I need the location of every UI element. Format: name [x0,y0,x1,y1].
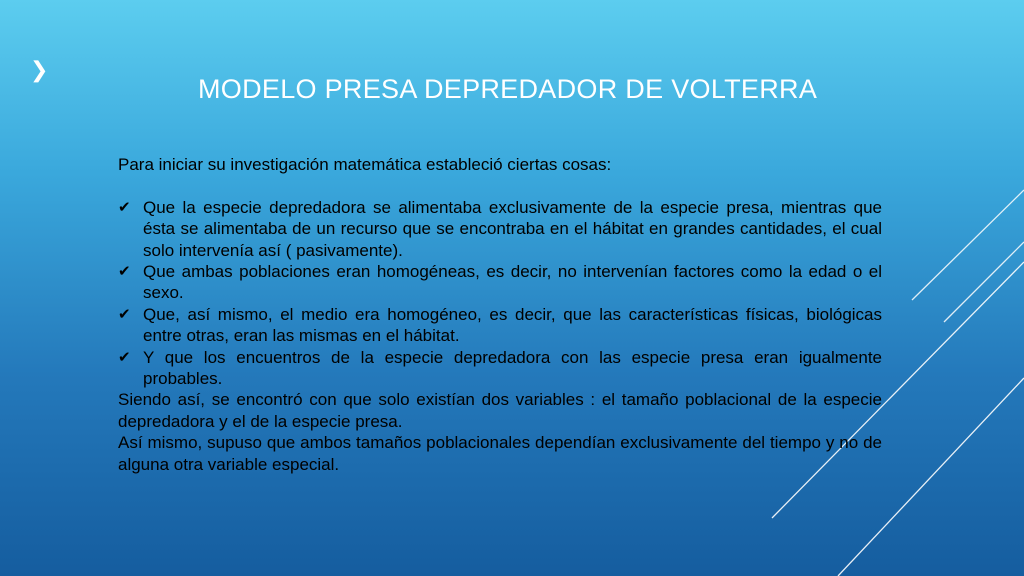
checkmark-icon: ✔ [118,304,131,323]
bullet-text: Que, así mismo, el medio era homogéneo, es decir, que las características físicas, biológicas entre otras, eran las mismas en el hábitat. [143,304,882,346]
paragraph-spacer [118,175,882,196]
intro-text: Para iniciar su investigación matemática estableció ciertas cosas: [118,155,612,174]
chevron-right-icon: ❯ [30,58,49,83]
checkmark-icon: ✔ [118,197,131,216]
bullet-item [118,197,882,261]
checkmark-icon: ✔ [118,262,131,281]
checkmark-icon: ✔ [118,347,131,366]
bullet-list [118,197,882,390]
bullet-text: Y que los encuentros de la especie depredadora con las especie presa eran igualmente probables. [143,347,882,389]
bullet-item [118,304,882,347]
slide-title: MODELO PRESA DEPREDADOR DE VOLTERRA [198,74,818,104]
bullet-text: Que ambas poblaciones eran homogéneas, es decir, no intervenían factores como la edad o el sexo. [143,262,882,303]
bullet-item [118,347,882,390]
bullet-item [118,261,882,304]
conclusion-text-2: Así mismo, supuso que ambos tamaños poblacionales dependían exclusivamente del tiempo y no de alguna otra variable especial. [118,433,882,474]
conclusion-text: Siendo así, se encontró con que solo existían dos variables : el tamaño poblacional de la especie depredadora y el de la especie presa. [118,390,882,431]
bullet-text: Que la especie depredadora se alimentaba exclusivamente de la especie presa, mientras que ésta se alimentaba de un recurso que se encontraba en el hábitat en grandes cantidades, el cual solo intervenía así ( pasivamente). [143,197,882,260]
slide-body [118,154,882,475]
